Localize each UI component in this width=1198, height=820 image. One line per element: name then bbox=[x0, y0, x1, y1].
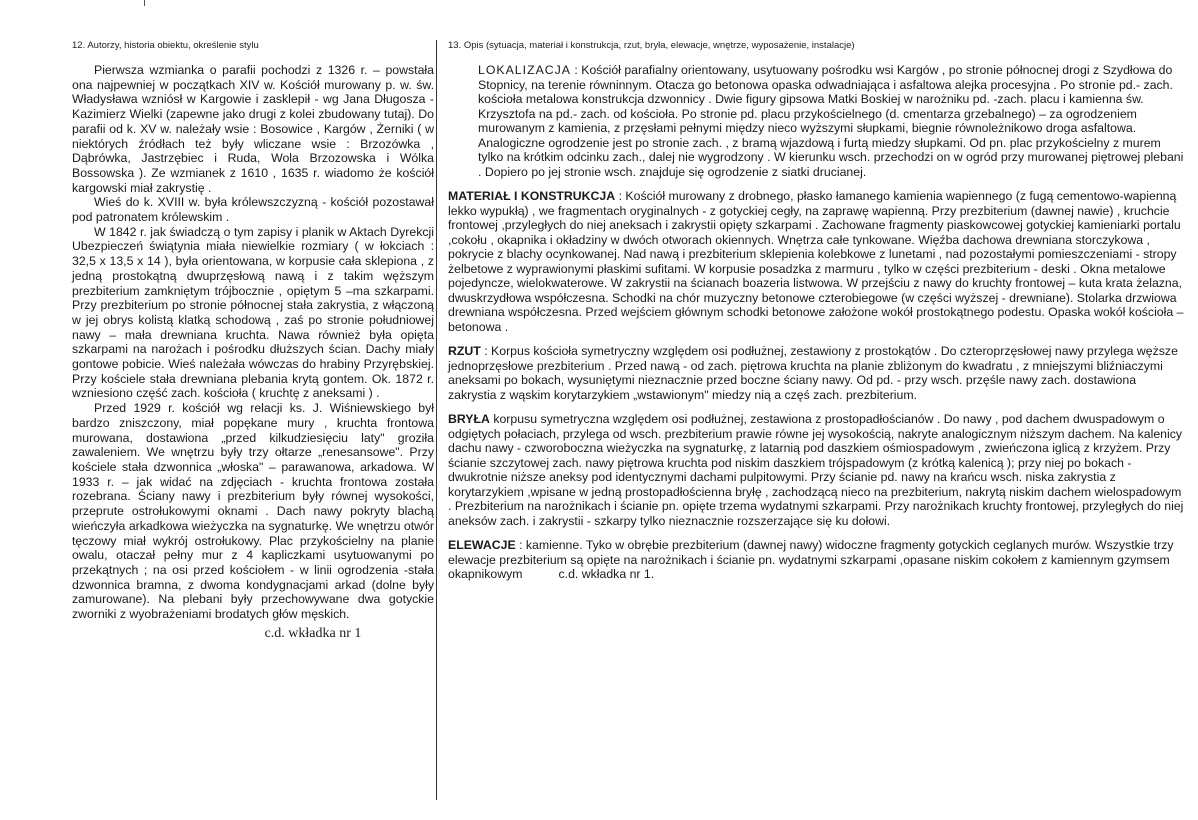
history-paragraph: Przed 1929 r. kościół wg relacji ks. J. Wiśniewskiego był bardzo zniszczony, miał popękane mury , kruchta frontowa murowana, dostawiona „przed kilkudziesięciu laty" groziła zawaleniem. We wnętrzu były trzy ołtarze „renesansowe". Przy kościele stała dzwonnica „włoska" – parawanowa, arkadowa. W 1933 r. – jak widać na zdjęciach - kruchta frontowa została rozebrana. Ściany nawy i prezbiterium były równej wysokości, przeprute ostrołukowymi oknami . Dach nawy pokryty blachą wieńczyła arkadkowa wieżyczka na sygnaturkę. We wnętrzu otwór tęczowy miał wykrój ostrołukowy. Plac przykościelny na planie owalu, otaczał pełny mur z 4 kapliczkami usytuowanymi po przekątnych ; na osi przed kościołem - w linii ogrodzenia -stała dzwonnica bramna, z dwoma kondygnacjami arkad (dolne były zamurowane). Na plebani były przechowywane dwa gotyckie zworniki z wyobrażeniami brodatych głów męskich. bbox=[72, 401, 434, 622]
history-heading: 12. Autorzy, historia obiektu, określenie stylu bbox=[72, 40, 259, 51]
history-paragraph: Pierwsza wzmianka o parafii pochodzi z 1326 r. – powstała ona najpewniej w początkach XIV w. Kościół murowany p. w. św. Władysława wzniósł w Kargowie i zasklepił - wg Jana Długosza - Kazimierz Wielki (zapewne jako drugi z kolei zbudowany tutaj). Do parafii od k. XV w. należały wsie : Bosowice , Kargów , Żerniki ( w niektórych źródłach też były wliczane wsie : Brzozówka , Dąbrówka, Jastrzębiec i Ruda, Wola Brzozowska i Wólka Bossowska ). Ze wzmianek z 1610 , 1635 r. wiadomo że kościół kargowski miał zakrystię . bbox=[72, 63, 434, 195]
description-continuation-note: c.d. wkładka nr 1. bbox=[558, 567, 655, 581]
description-heading: 13. Opis (sytuacja, materiał i konstrukcja, rzut, bryła, elewacje, wnętrze, wyposażenie, instalacje) bbox=[448, 40, 855, 51]
section-text: : kamienne. Tyko w obrębie prezbiterium (dawnej nawy) widoczne fragmenty gotyckich ceglanych murów. Wszystkie trzy elewacje prezbiterium są opięte na narożnikach i ścianie pn. wydatnymi szkarpami ,opasane niskim cokołem z kamiennym gzymsem okapnikowym bbox=[448, 538, 1174, 581]
history-continuation-note: c.d. wkładka nr 1 bbox=[264, 625, 362, 641]
section-label: LOKALIZACJA bbox=[478, 63, 572, 77]
section-label: ELEWACJE bbox=[448, 538, 516, 552]
scan-mark bbox=[144, 0, 145, 6]
section-text: : Kościół murowany z drobnego, płasko łamanego kamienia wapiennego (z fugą cementowo-wapienną lekko wypukłą) , we fragmentach oryginalnych - z gotyckiej cegły, na zaprawę wapienną. Przy prezbiterium (dawnej nawie) , kruchcie frontowej ,przyległych do niej aneksach i zakrystii opięty szkarpami . Zachowane fragmenty piaskowcowej gotyckiej kamieniarki portalu ,cokołu , okapnika i okładziny w dwóch otworach okiennych. Wnętrza całe tynkowane. Więźba dachowa drewniana storczykowa , pokrycie z blachy ocynkowanej. Nad nawą i prezbiterium sklepienia kolebkowe z lunetami , nad pozostałymi pomieszczeniami - stropy żelbetowe z wyprawionymi płaskimi sufitami. W korpusie posadzka z marmuru , tylko w części prezbiterium - deski . Okna metalowe pojedyncze, wielokwaterowe. W zakrystii na ścianach boazeria listwowa. W przejściu z nawy do kruchty frontowej – kuta krata żelazna, dwuskrzydłowa współczesna. Schodki na chór muzyczny betonowe czterobiegowe (w części wyższej - drewniane). Stolarka drzwiowa drewniana współczesna. Przed wejściem głównym schodki betonowe założone wokół prostokątnego podestu. Opaska wokół kościoła –betonowa . bbox=[448, 189, 1184, 334]
section-lokalizacja bbox=[448, 63, 1186, 179]
description-column bbox=[448, 40, 1186, 592]
section-rzut bbox=[448, 344, 1186, 402]
section-material bbox=[448, 189, 1186, 334]
section-label: BRYŁA bbox=[448, 412, 490, 426]
section-elewacje bbox=[448, 538, 1186, 582]
history-column bbox=[72, 40, 434, 642]
section-text: : Kościół parafialny orientowany, usytuowany pośrodku wsi Kargów , po stronie północnej drogi z Szydłowa do Stopnicy, na terenie równinnym. Otacza go betonowa opaska odwadniająca i asfaltowa alejka procesyjna . Po stronie pd.- zach. kościoła metalowa konstrukcja dzwonnicy . Dwie figury gipsowa Matki Boskiej w narożniku pd. -zach. placu i kamienna św. Krzysztofa na pd.- zach. od kościoła. Po stronie pd. placu przykościelnego (d. cmentarza grzebalnego) – za ogrodzeniem murowanym z kamienia, z przęsłami pełnymi między nieco wyższymi słupkami, biegnie równoleżnikowo droga asfaltowa. Analogiczne ogrodzenie jest po stronie zach. , z bramą wjazdową i furtą miedzy słupkami. Od pn. plac przykościelny z murem tylko na krótkim odcinku zach., dalej nie wygrodzony . W kierunku wsch. przechodzi on w ogród przy murowanej piętrowej plebani . Dopiero po jej stronie wsch. znajduje się ogrodzenie z siatki drucianej. bbox=[478, 63, 1184, 179]
section-text: korpusu symetryczna względem osi podłużnej, zestawiona z prostopadłościanów . Do nawy , pod dachem dwuspadowym o odgiętych połaciach, przylega od wsch. prezbiterium prawie równe jej wysokością, nakryte analogicznym niższym dachem. Na kalenicy dachu nawy - czworoboczna wieżyczka na sygnaturkę, z latarnią pod daszkiem ośmiospadowym , zwieńczona iglicą z krzyżem. Przy ścianie szczytowej zach. nawy piętrowa kruchta pod niskim daszkiem trójspadowym (z krótką kalenicą ); przy niej po bokach - dwukrotnie niższe aneksy pod identycznymi dachami pulpitowymi. Przy ścianie pd. nawy na krańcu wsch. niska zakrystia z korytarzykiem ,wpisane w jedną prostopadłościenna bryłę , zachodzącą nieco na prezbiterium, nakrytą niskim dachem wielospadowym . Prezbiterium na narożnikach i ścianie pn. opięte trzema wydatnymi szkarpami. Przy narożnikach kruchty frontowej, przyległych do niej aneksów zach. i zakrystii - szkarpy tylko nieznacznie rozszerzające się ku dołowi. bbox=[448, 412, 1184, 528]
column-divider bbox=[436, 40, 437, 800]
section-text: : Korpus kościoła symetryczny względem osi podłużnej, zestawiony z prostokątów . Do czteroprzęsłowej nawy przylega węższe jednoprzęsłowe prezbiterium . Przed nawą - od zach. piętrowa kruchta na planie zbliżonym do kwadratu , z mniejszymi bliźniaczymi aneksami po bokach, wysuniętymi nieznacznie przed boczne ściany nawy. Od pd. - przy wsch. przęśle nawy zach. dostawiona zakrystia z wąskim korytarzykiem „wstawionym" miedzy nią a częś zach. prezbiterium. bbox=[448, 344, 1178, 402]
history-paragraph: W 1842 r. jak świadczą o tym zapisy i planik w Aktach Dyrekcji Ubezpieczeń świątynia miała niewielkie rozmiary ( w łokciach : 32,5 x 13,5 x 14 ), była orientowana, w korpusie cała sklepiona , z jedną prostokątną dwuprzęsłową nawą i z takim węższym prezbiterium zamkniętym trójbocznie , opiętym 5 –ma szkarpami. Przy prezbiterium po stronie północnej stała zakrystia, z włączoną w jej obrys kolistą klatką schodową , zaś po stronie południowej nawy – mała drewniana kruchta. Nawa również była opięta szkarpami na narożach i pośrodku dłuższych ścian. Dachy miały gontowe pobicie. Wieś należała wówczas do hrabiny Przyrębskiej. Przy kościele stała drewniana plebania krytą gontem. Ok. 1872 r. wzniesiono część zach. kościoła ( kruchtę z aneksami ) . bbox=[72, 224, 434, 401]
history-text bbox=[72, 63, 434, 622]
section-bryla bbox=[448, 412, 1186, 528]
section-label: RZUT bbox=[448, 344, 481, 358]
section-label: MATERIAŁ I KONSTRUKCJA bbox=[448, 189, 616, 203]
history-paragraph: Wieś do k. XVIII w. była królewszczyzną - kościół pozostawał pod patronatem królewskim . bbox=[72, 195, 434, 225]
